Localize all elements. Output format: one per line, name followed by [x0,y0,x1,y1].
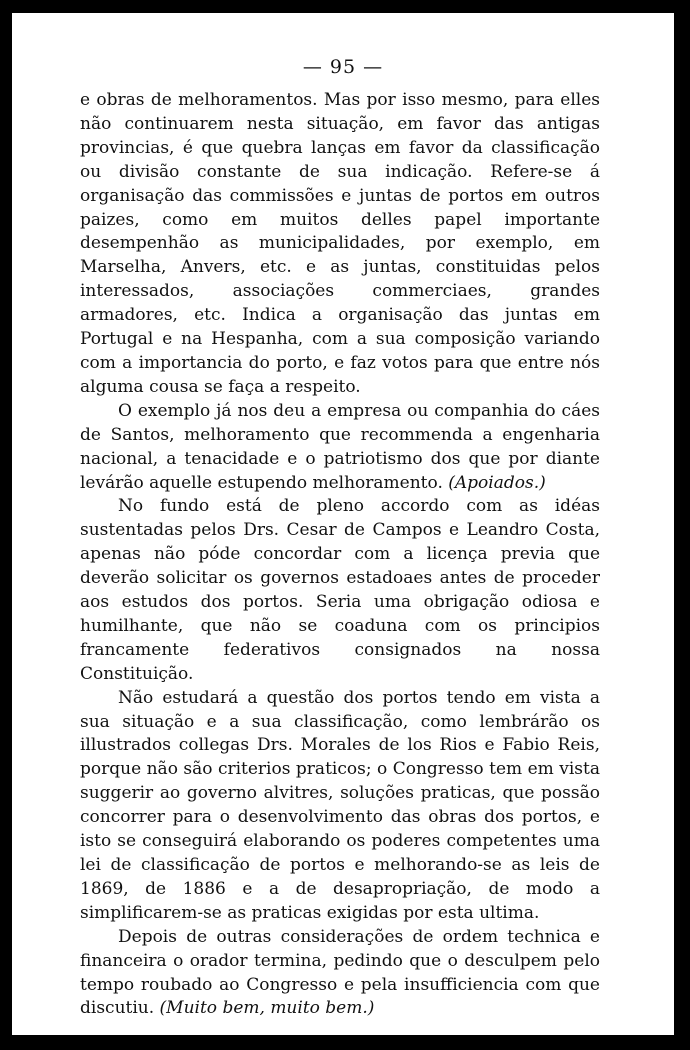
paragraph-2-aside: (Apoiados.) [448,472,546,493]
paragraph-4 [80,687,600,926]
paragraph-2 [80,400,600,496]
paragraph-5 [80,926,600,1022]
paragraph-3 [80,495,600,686]
body-text [80,89,600,1021]
page-number: — 95 — [302,56,384,78]
paragraph-1 [80,89,600,400]
paragraph-2-text: O exemplo já nos deu a empresa ou companhia do cáes de Santos, melhoramento que recommenda a engenharia nacional, a tenacidade e o patriotismo dos que por diante levárão aquelle estupendo melhoramento. [80,400,600,493]
paragraph-4-text: Não estudará a questão dos portos tendo em vista a sua situação e a sua classificação, como lembrárão os illustrados collegas Drs. Morales de los Rios e Fabio Reis, porque não são criterios praticos; o Congresso tem em vista suggerir ao governo alvitres, soluções praticas, que possão concorrer para o desenvolvimento das obras dos portos, e isto se conseguirá elaborando os poderes competentes uma lei de classificação de portos e melhorando-se as leis de 1869, de 1886 e a de desapropriação, de modo a simplificarem-se as praticas exigidas por esta ultima. [80,687,600,923]
paragraph-3-text: No fundo está de pleno accordo com as idéas sustentadas pelos Drs. Cesar de Campos e Leandro Costa, apenas não póde concordar com a licença previa que deverão solicitar os governos estadoaes antes de proceder aos estudos dos portos. Seria uma obrigação odiosa e humilhante, que não se coaduna com os principios francamente federativos consignados na nossa Constituição. [80,496,600,684]
paragraph-5-aside: (Muito bem, muito bem.) [159,998,375,1019]
paragraph-1-text: e obras de melhoramentos. Mas por isso mesmo, para elles não continuarem nesta situação, em favor das antigas provincias, é que quebra lanças em favor da classificação ou divisão constante de sua indicação. Refere-se á organisação das commissões e juntas de portos em outros paizes, como em muitos delles papel importante desempenhão as municipalidades, por exemplo, em Marselha, Anvers, etc. e as juntas, constituidas pelos interessados, associações commerciaes, grandes armadores, etc. Indica a organisação das juntas em Portugal e na Hespanha, com a sua composição variando com a importancia do porto, e faz votos para que entre nós alguma cousa se faça a respeito. [80,90,600,397]
document-page [12,13,674,1035]
paragraph-5-text: Depois de outras considerações de ordem technica e financeira o orador termina, pedindo que o desculpem pelo tempo roubado ao Congresso e pela insufficiencia com que discutiu. [80,926,600,1019]
